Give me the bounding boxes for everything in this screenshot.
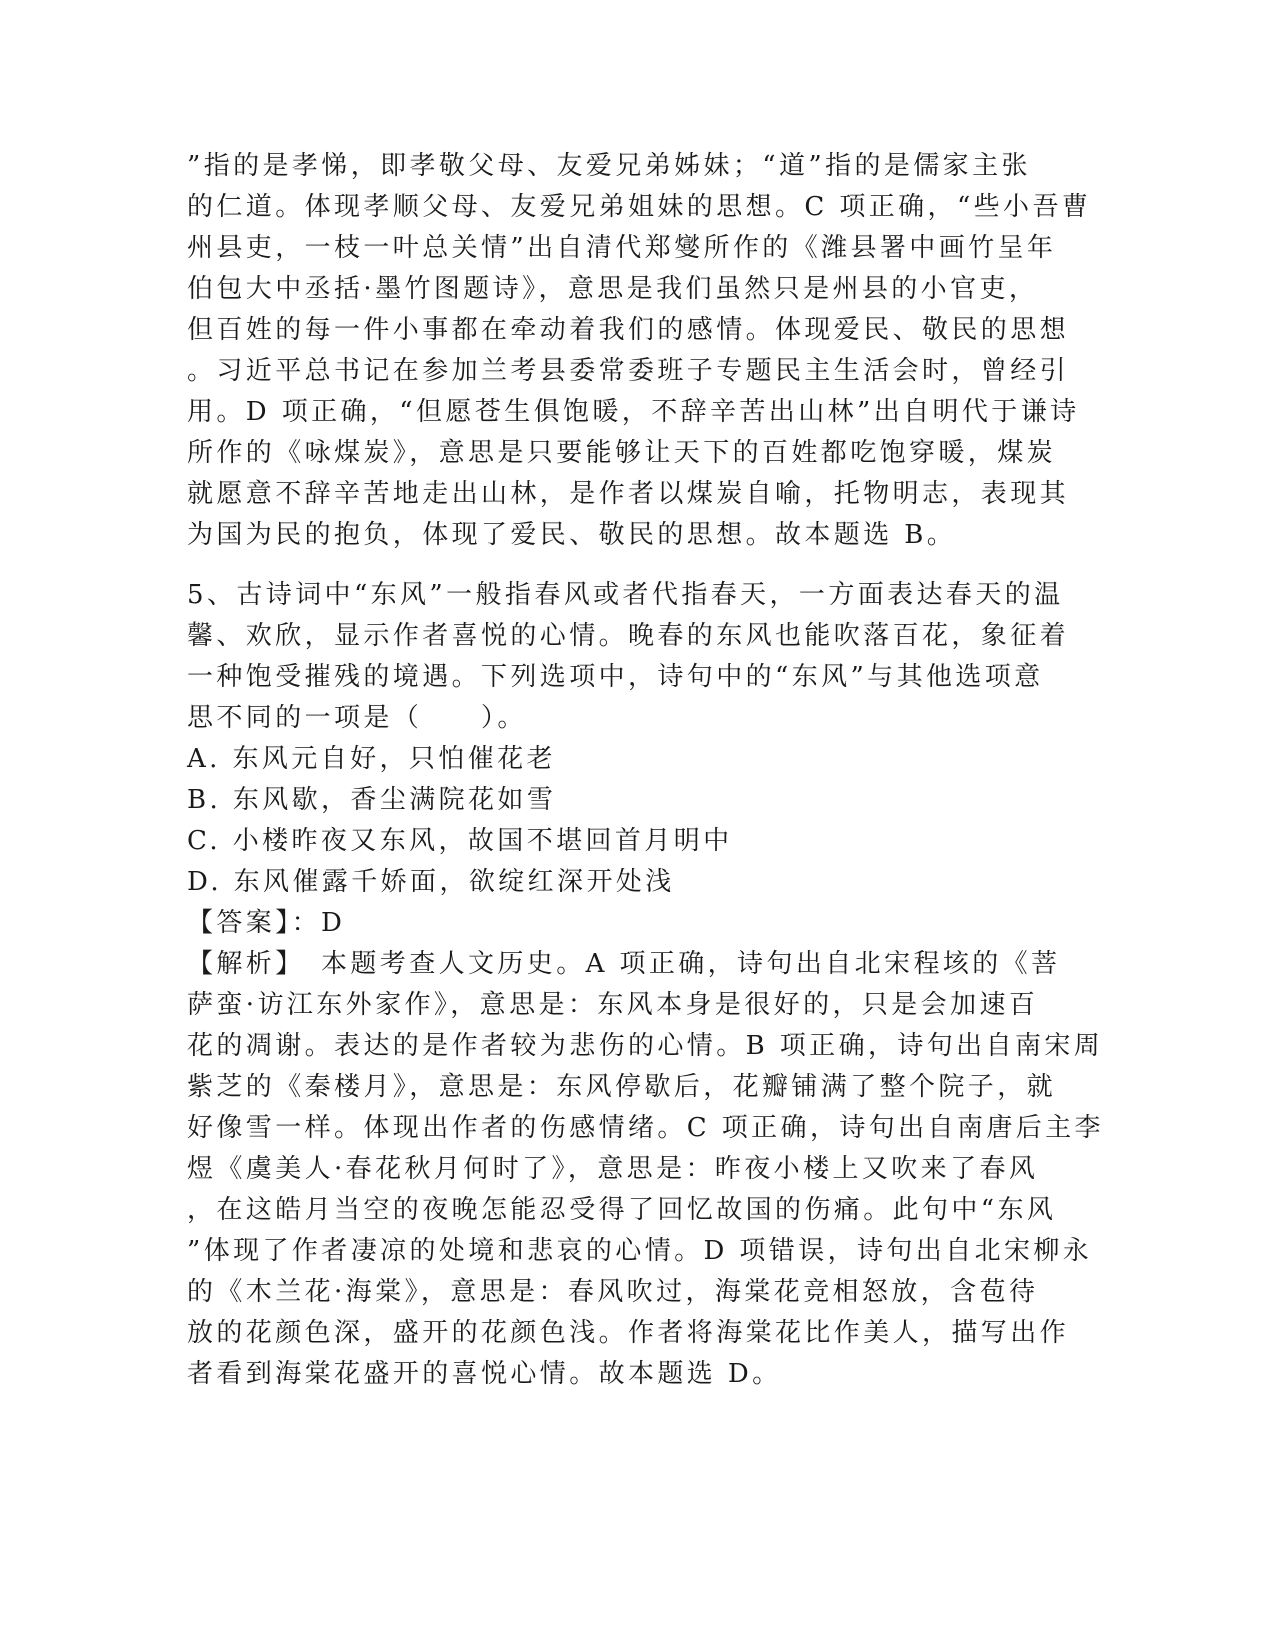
text-line: 【解析】 本题考查人文历史。A 项正确，诗句出自北宋程垓的《菩 — [187, 949, 1061, 979]
text-line: 用。D 项正确，“但愿苍生俱饱暖，不辞辛苦出山林”出自明代于谦诗 — [187, 397, 1080, 427]
text-line: 者看到海棠花盛开的喜悦心情。故本题选 D。 — [187, 1359, 782, 1389]
option-b: B. 东风歇，香尘满院花如雪 — [187, 785, 557, 815]
option-d: D. 东风催露千娇面，欲绽红深开处浅 — [187, 867, 675, 897]
text-line: 放的花颜色深，盛开的花颜色浅。作者将海棠花比作美人，描写出作 — [187, 1318, 1070, 1348]
text-line: 思不同的一项是（ ）。 — [187, 703, 527, 733]
text-line: 的仁道。体现孝顺父母、友爱兄弟姐妹的思想。C 项正确，“些小吾曹 — [187, 192, 1092, 222]
text-line: 但百姓的每一件小事都在牵动着我们的感情。体现爱民、敬民的思想 — [187, 315, 1070, 345]
text-line: 伯包大中丞括·墨竹图题诗》，意思是我们虽然只是州县的小官吏， — [187, 274, 1039, 304]
answer-line: 【答案】：D — [187, 908, 346, 938]
text-line: 紫芝的《秦楼月》，意思是：东风停歇后，花瓣铺满了整个院子，就 — [187, 1072, 1057, 1102]
text-line: 煜《虞美人·春花秋月何时了》，意思是：昨夜小楼上又吹来了春风 — [187, 1154, 1039, 1184]
text-line: 好像雪一样。体现出作者的伤感情绪。C 项正确，诗句出自南唐后主李 — [187, 1113, 1104, 1143]
text-line: 就愿意不辞辛苦地走出山林，是作者以煤炭自喻，托物明志，表现其 — [187, 479, 1070, 509]
option-a: A. 东风元自好，只怕催花老 — [187, 744, 556, 774]
text-line: 花的凋谢。表达的是作者较为悲伤的心情。B 项正确，诗句出自南宋周 — [187, 1031, 1104, 1061]
text-line: 的《木兰花·海棠》，意思是：春风吹过，海棠花竞相怒放，含苞待 — [187, 1277, 1039, 1307]
text-line: 萨蛮·访江东外家作》，意思是：东风本身是很好的，只是会加速百 — [187, 990, 1039, 1020]
option-c: C. 小楼昨夜又东风，故国不堪回首月明中 — [187, 826, 733, 856]
text-line: ”体现了作者凄凉的处境和悲哀的心情。D 项错误，诗句出自北宋柳永 — [187, 1236, 1093, 1266]
text-line: ”指的是孝悌，即孝敬父母、友爱兄弟姊妹；“道”指的是儒家主张 — [187, 151, 1031, 181]
text-line: 。习近平总书记在参加兰考县委常委班子专题民主生活会时，曾经引 — [187, 356, 1070, 386]
text-line: 所作的《咏煤炭》，意思是只要能够让天下的百姓都吃饱穿暖，煤炭 — [187, 438, 1057, 468]
text-line: 馨、欢欣，显示作者喜悦的心情。晚春的东风也能吹落百花，象征着 — [187, 621, 1070, 651]
text-line: 州县吏，一枝一叶总关情”出自清代郑燮所作的《潍县署中画竹呈年 — [187, 233, 1057, 263]
text-line: ，在这皓月当空的夜晚怎能忍受得了回忆故国的伤痛。此句中“东风 — [187, 1195, 1057, 1225]
text-line: 为国为民的抱负，体现了爱民、敬民的思想。故本题选 B。 — [187, 520, 957, 550]
text-line: 5、古诗词中“东风”一般指春风或者代指春天，一方面表达春天的温 — [187, 580, 1064, 610]
text-line: 一种饱受摧残的境遇。下列选项中，诗句中的“东风”与其他选项意 — [187, 662, 1044, 692]
